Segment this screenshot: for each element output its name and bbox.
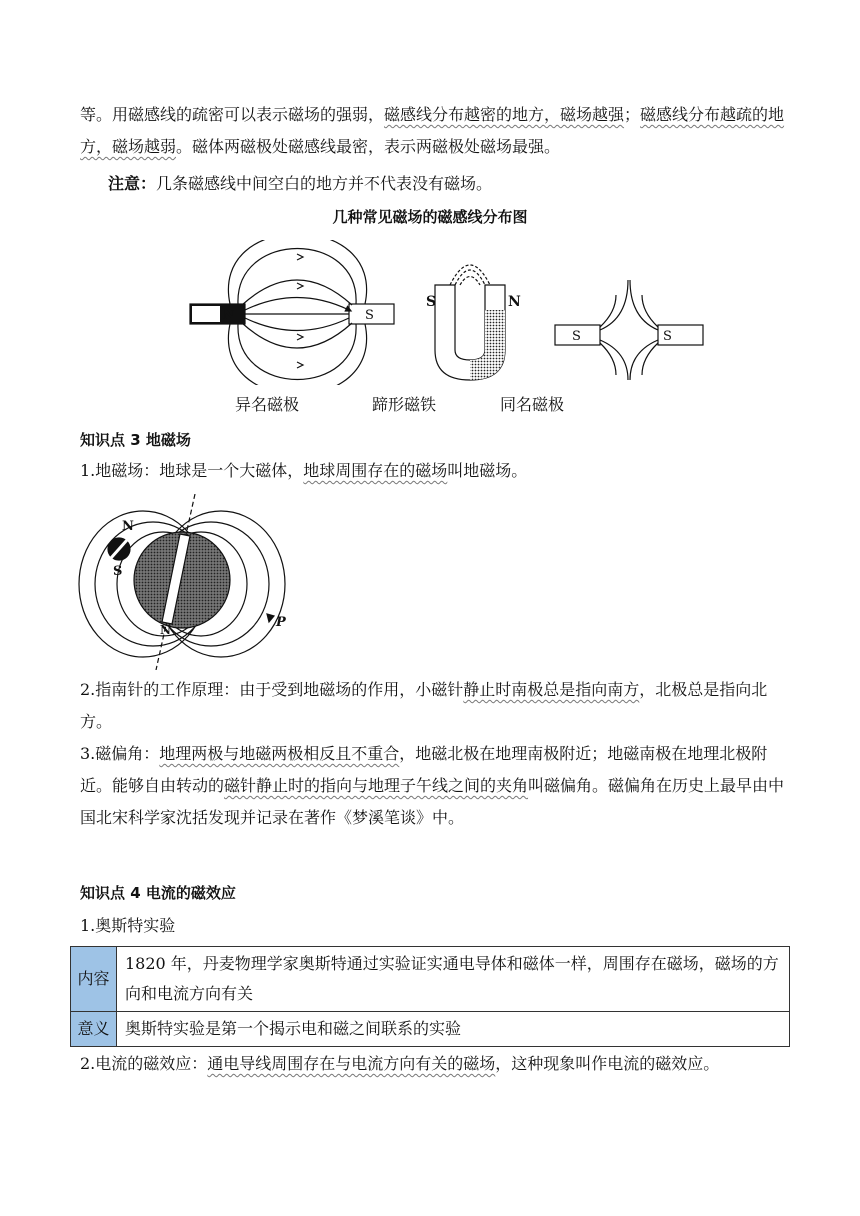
table-header-cell: 意义 — [71, 1012, 117, 1047]
magnetic-field-lines-figure — [180, 240, 710, 385]
paragraph-magnetic-line-density: 等。用磁感线的疏密可以表示磁场的强弱，磁感线分布越密的地方，磁场越强；磁感线分布越疏的地方，磁场越弱。磁体两磁极处磁感线最密，表示两磁极处磁场最强。 — [80, 105, 785, 156]
compass-label-s: S — [113, 564, 123, 579]
underlined-phrase: 磁感线分布越密的地方，磁场越强 — [384, 105, 625, 124]
caption-horseshoe-magnet: 蹄形磁铁 — [372, 395, 437, 414]
item-oersted-experiment: 1.奥斯特实验 — [80, 916, 176, 935]
item-compass-principle: 2.指南针的工作原理：由于受到地磁场的作用，小磁针静止时南极总是指向南方，北极总是指向北方。 — [80, 680, 768, 731]
note-paragraph — [108, 168, 792, 200]
earth-pole-label-n: N — [160, 623, 171, 637]
underlined-phrase: 磁感线分布越疏的地方，磁场越弱 — [80, 105, 785, 156]
earth-pole-label-s: S — [179, 537, 188, 551]
caption-like-poles: 同名磁极 — [500, 395, 565, 414]
note-text: 几条磁感线中间空白的地方并不代表没有磁场。 — [156, 174, 493, 193]
item-magnetic-declination: 3.磁偏角：地理两极与地磁两极相反且不重合，地磁北极在地理南极附近；地磁南极在地理北极附近。能够自由转动的磁针静止时的指向与地理子午线之间的夹角叫磁偏角。磁偏角在历史上最早由中国北宋科学家沈括发现并记录在著作《梦溪笔谈》中。 — [80, 744, 785, 827]
table-row — [71, 947, 790, 1012]
like-pole-label-s-right: S — [663, 329, 672, 344]
item-current-magnetic-effect: 2.电流的磁效应：通电导线周围存在与电流方向有关的磁场，这种现象叫作电流的磁效应。 — [80, 1054, 720, 1073]
underlined-phrase: 磁针静止时的指向与地理子午线之间的夹角 — [224, 776, 529, 795]
section-heading-electromagnetism: 知识点 4 电流的磁效应 — [80, 884, 236, 902]
pole-label-n: N — [223, 308, 235, 323]
note-label: 注意： — [108, 174, 157, 193]
underlined-phrase: 地球周围存在的磁场 — [303, 461, 448, 480]
figure-title: 几种常见磁场的磁感线分布图 — [332, 208, 528, 226]
table-row — [71, 1012, 790, 1047]
oersted-table — [70, 946, 790, 1047]
section-heading-geomagnetism: 知识点 3 地磁场 — [80, 431, 191, 449]
earth-magnetic-field-figure — [78, 494, 303, 670]
horseshoe-label-s: S — [426, 294, 437, 310]
underlined-phrase: 通电导线周围存在与电流方向有关的磁场 — [207, 1054, 496, 1073]
like-pole-label-s-left: S — [572, 329, 581, 344]
underlined-phrase: 静止时南极总是指向南方 — [463, 680, 640, 699]
horseshoe-label-n: N — [508, 294, 521, 310]
table-cell: 奥斯特实验是第一个揭示电和磁之间联系的实验 — [117, 1012, 790, 1047]
pole-label-s: S — [365, 308, 374, 323]
item-geomagnetic-field: 1.地磁场：地球是一个大磁体，地球周围存在的磁场叫地磁场。 — [80, 461, 528, 480]
underlined-phrase: 地理两极与地磁两极相反且不重合 — [159, 744, 400, 763]
table-header-cell: 内容 — [71, 947, 117, 1012]
point-label-p: P — [276, 615, 286, 630]
table-cell: 1820 年，丹麦物理学家奥斯特通过实验证实通电导体和磁体一样，周围存在磁场，磁场的方向和电流方向有关 — [117, 947, 790, 1012]
caption-unlike-poles: 异名磁极 — [235, 395, 300, 414]
compass-label-n: N — [122, 519, 134, 534]
